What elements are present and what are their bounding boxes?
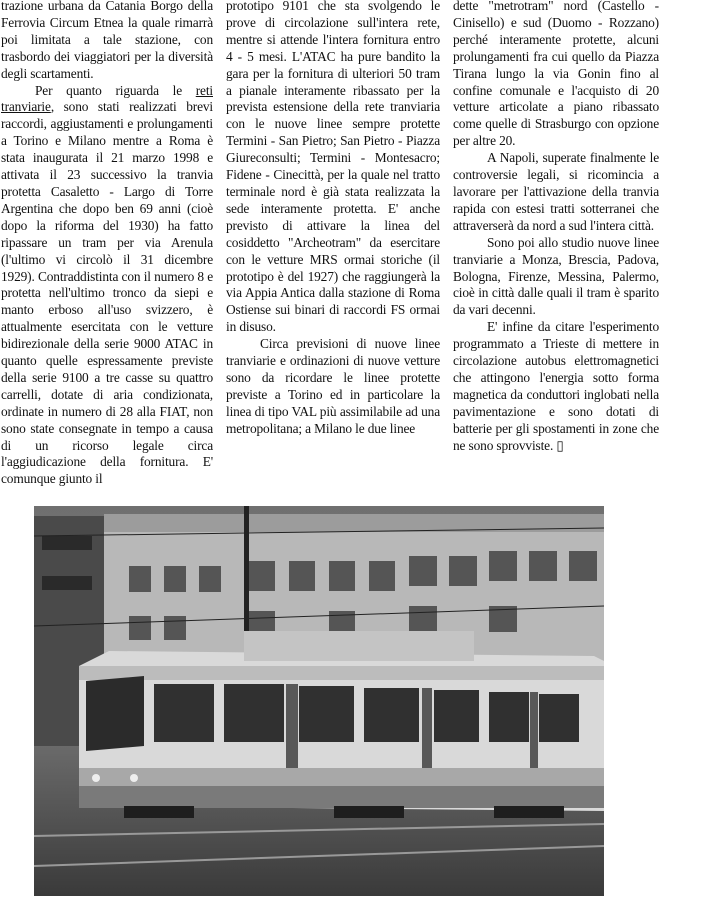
paragraph xyxy=(1,83,213,489)
paragraph: prototipo 9101 che sta svolgendo le prove di circolazione sull'intera rete, mentre si attende l'intera fornitura entro 4 - 5 mesi. L'ATAC ha pure bandito la gara per la fornitura di ulteriori 50 tram a pianale interamente ribassato per la prevista estensione della rete tranviaria con le nuove linee sempre protette Termini - San Pietro; San Pietro - Piazza Giureconsulti; Termini - Montesacro; Fidene - Cinecittà, per la quale nel tratto terminale nord è già stata realizzata la sede interamente protetta. E' anche previsto di attivare la linea del cosiddetto "Archeotram" da esercitare con le vetture MRS ormai storiche (il prototipo è del 1927) che raggiungerà la via Appia Antica dalla stazione di Roma Ostiense sui binari di raccordi FS ormai in disuso. xyxy=(226,0,440,335)
paragraph: Sono poi allo studio nuove linee tranviarie a Monza, Brescia, Padova, Bologna, Firenze, Messina, Palermo, cioè in città dalle quali il tram è sparito da vari decenni. xyxy=(453,234,659,318)
underlined-term: reti tranviarie xyxy=(1,82,213,115)
tram-photograph xyxy=(34,506,604,896)
paragraph: E' infine da citare l'esperimento programmato a Trieste di mettere in circolazione autobus elettromagnetici che attingono l'energia sotto forma magnetica da conduttori inglobati nella pavimentazione e sono dotati di batterie per gli spostamenti in zone che ne sono sprovviste. ▯ xyxy=(453,319,659,453)
text-column-1 xyxy=(1,0,213,488)
paragraph: dette "metrotram" nord (Castello - Cinisello) e sud (Duomo - Rozzano) perché interamente protette, alcuni prolungamenti fra cui quello da Piazza Tirana lungo la via Gonin fino al confine comunale e l'acquisto di 20 vetture articolate a piano ribassato come quelle di Strasburgo con opzione per altre 20. xyxy=(453,0,659,149)
paragraph: trazione urbana da Catania Borgo della Ferrovia Circum Etnea la quale rimarrà poi limitata a tale stazione, con trasbordo dei viaggiatori per la diversità degli scartamenti. xyxy=(1,0,213,81)
tram-photo-illustration xyxy=(34,506,604,896)
paragraph-text: , sono stati realizzati brevi raccordi, aggiustamenti e prolungamenti a Torino e Milano mentre a Roma è stata inaugurata il 21 marzo 1998 e attivata il 23 successivo la tranvia protetta Casaletto - Largo di Torre Argentina che dopo ben 69 anni (cioè dopo la riforma del 1930) ha fatto ripassare un tram per via Arenula (l'ultimo vi circolò il 31 dicembre 1929). Contraddistinta con il numero 8 e protetta nell'ultimo tronco da siepi e manto erboso all'uso svizzero, è attualmente esercitata con le vetture bidirezionale della serie 9000 ATAC in quanto quelle espressamente previste della serie 9100 a tre casse su quattro carrelli, dotate di aria condizionata, ordinate in numero di 28 alla FIAT, non sono state consegnate in tempo a causa di un ricorso legale circa l'aggiudicazione della fornitura. E' comunque giunto il xyxy=(1,99,213,487)
paragraph: Circa previsioni di nuove linee tranviarie e ordinazioni di nuove vetture sono da ricordare le linee protette previste a Torino ed in particolare la linea di tipo VAL più assimilabile ad una metropolitana; a Milano le due linee xyxy=(226,336,440,436)
paragraph: A Napoli, superate finalmente le controversie legali, si ricomincia a lavorare per l'attivazione della tranvia rapida con estesi tratti sotterranei che attraverserà da nord a sud l'intera città. xyxy=(453,150,659,233)
text-column-2 xyxy=(226,0,440,438)
paragraph-text: Per quanto riguarda le xyxy=(35,82,196,98)
text-column-3 xyxy=(453,0,659,454)
